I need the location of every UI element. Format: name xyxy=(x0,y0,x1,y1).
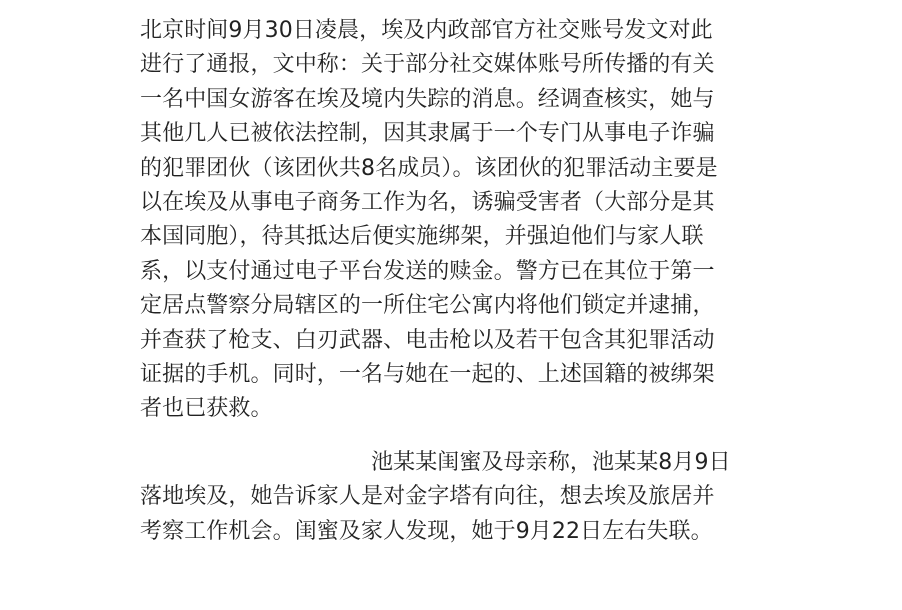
article-body xyxy=(140,14,750,549)
paragraph-line: 系，以支付通过电子平台发送的赎金。警方已在其位于第一 xyxy=(140,258,715,284)
article-paragraph xyxy=(140,14,750,427)
paragraph-line: 本国同胞），待其抵达后便实施绑架，并强迫他们与家人联 xyxy=(140,224,704,250)
paragraph-line: 的犯罪团伙（该团伙共8名成员）。该团伙的犯罪活动主要是 xyxy=(140,155,718,181)
paragraph-line: 定居点警察分局辖区的一所住宅公寓内将他们锁定并逮捕， xyxy=(140,293,715,319)
paragraph-line: 进行了通报，文中称：关于部分社交媒体账号所传播的有关 xyxy=(140,52,715,78)
paragraph-line: 落地埃及，她告诉家人是对金字塔有向往，想去埃及旅居并 xyxy=(140,484,715,510)
paragraph-line: 证据的手机。同时，一名与她在一起的、上述国籍的被绑架 xyxy=(140,362,715,388)
paragraph-line: 池某某闺蜜及母亲称，池某某8月9日 xyxy=(371,449,731,475)
article-paragraph xyxy=(140,446,750,549)
paragraph-line: 其他几人已被依法控制，因其隶属于一个专门从事电子诈骗 xyxy=(140,121,715,147)
paragraph-line: 并查获了枪支、白刃武器、电击枪以及若干包含其犯罪活动 xyxy=(140,327,715,353)
paragraph-line: 北京时间9月30日凌晨，埃及内政部官方社交账号发文对此 xyxy=(140,18,713,43)
paragraph-line: 考察工作机会。闺蜜及家人发现，她于9月22日左右失联。 xyxy=(140,518,713,544)
paragraph-line: 一名中国女游客在埃及境内失踪的消息。经调查核实，她与 xyxy=(140,86,715,112)
paragraph-line: 者也已获救。 xyxy=(140,396,273,422)
paragraph-line: 以在埃及从事电子商务工作为名，诱骗受害者（大部分是其 xyxy=(140,190,715,216)
